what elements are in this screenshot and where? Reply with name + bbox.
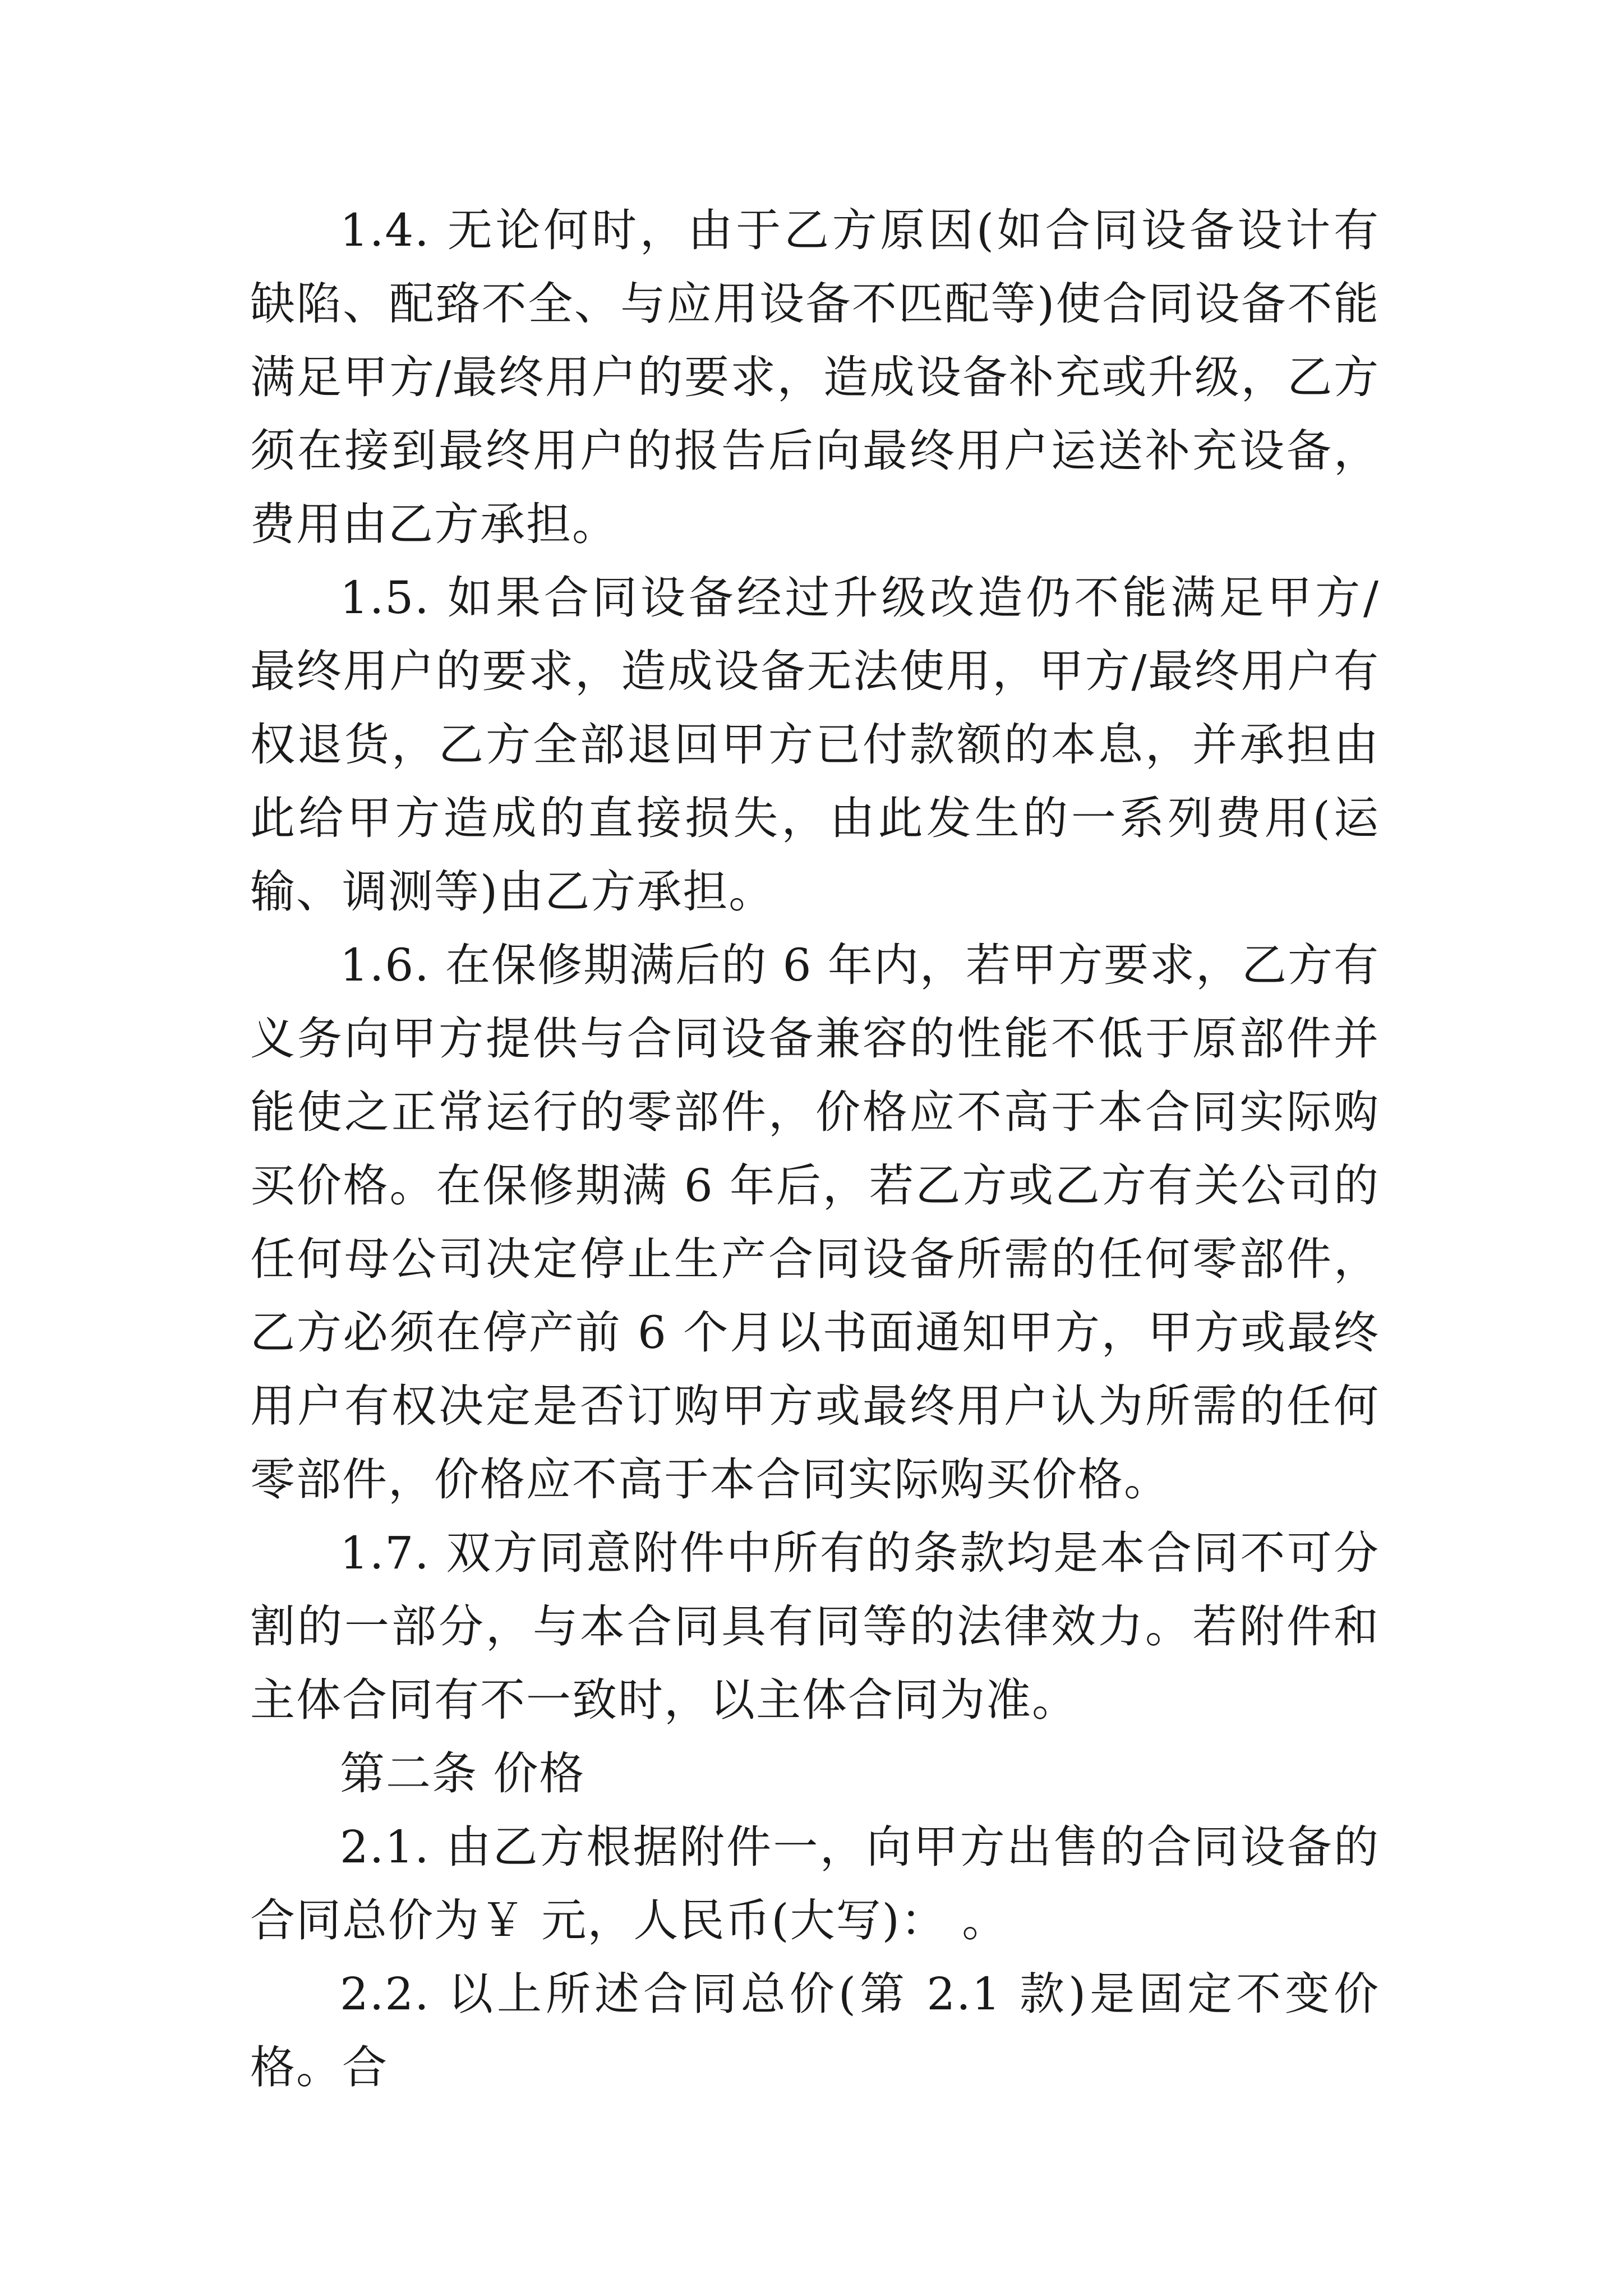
document-body <box>250 194 1380 2104</box>
paragraph-1-4: 1.4. 无论何时，由于乙方原因(如合同设备设计有缺陷、配臵不全、与应用设备不匹配等)使合同设备不能满足甲方/最终用户的要求，造成设备补充或升级，乙方须在接到最终用户的报告后向最终用户运送补充设备，费用由乙方承担。 <box>250 204 1380 550</box>
paragraph-1-6: 1.6. 在保修期满后的 6 年内，若甲方要求，乙方有义务向甲方提供与合同设备兼容的性能不低于原部件并能使之正常运行的零部件，价格应不高于本合同实际购买价格。在保修期满 6 年后，若乙方或乙方有关公司的任何母公司决定停止生产合同设备所需的任何零部件，乙方必须在停产前 6 个月以书面通知甲方，甲方或最终用户有权决定是否订购甲方或最终用户认为所需的任何零部件，价格应不高于本合同实际购买价格。 <box>250 939 1380 1506</box>
paragraph-2-1: 2.1. 由乙方根据附件一，向甲方出售的合同设备的合同总价为￥ 元，人民币(大写)： 。 <box>250 1821 1380 1947</box>
section-heading-price: 第二条 价格 <box>340 1747 585 1800</box>
paragraph-1-7: 1.7. 双方同意附件中所有的条款均是本合同不可分割的一部分，与本合同具有同等的法律效力。若附件和主体合同有不一致时，以主体合同为准。 <box>250 1527 1380 1726</box>
paragraph-1-5: 1.5. 如果合同设备经过升级改造仍不能满足甲方/最终用户的要求，造成设备无法使用，甲方/最终用户有权退货，乙方全部退回甲方已付款额的本息，并承担由此给甲方造成的直接损失，由此发生的一系列费用(运输、调测等)由乙方承担。 <box>250 572 1380 918</box>
paragraph-2-2: 2.2. 以上所述合同总价(第 2.1 款)是固定不变价格。合 <box>250 1968 1380 2093</box>
